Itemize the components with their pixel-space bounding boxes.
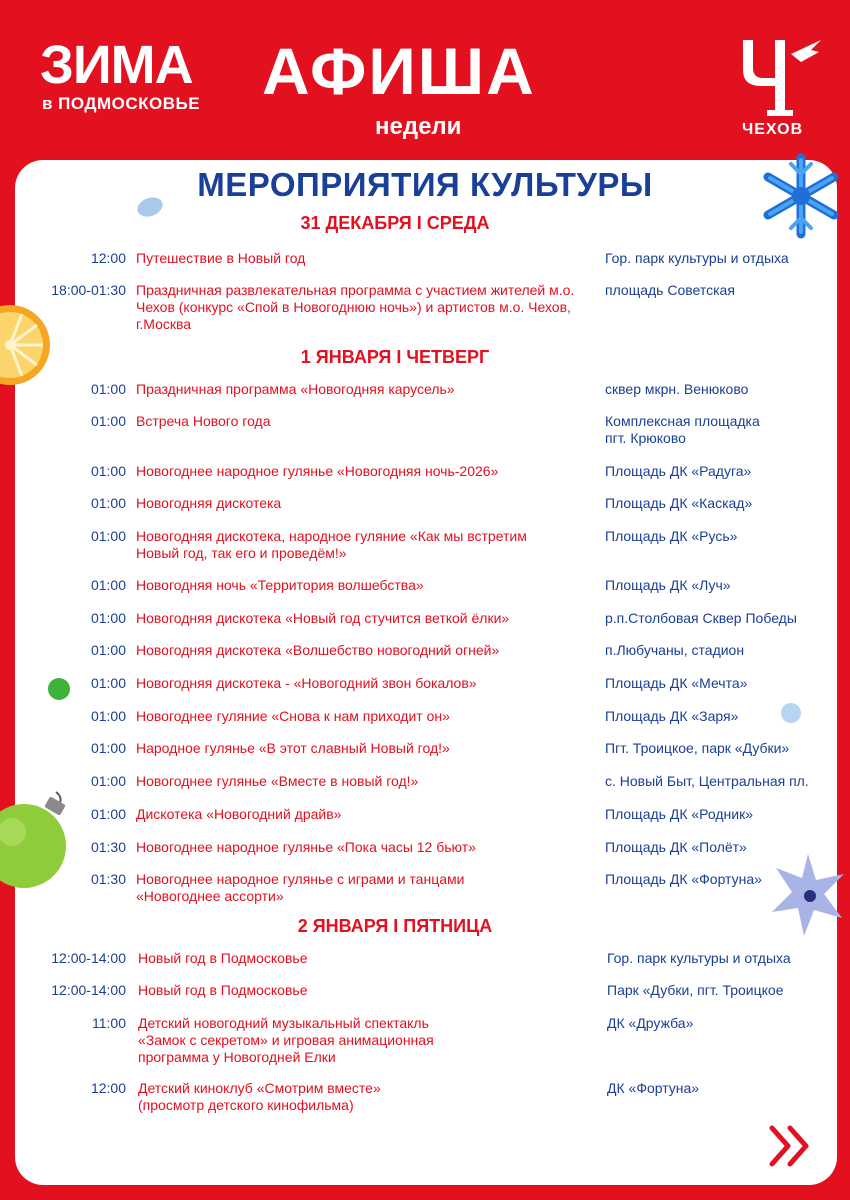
- event-title: Праздничная развлекательная программа с участием жителей м.о. Чехов (конкурс «Спой в Новогоднюю ночь») и артистов м.о. Чехов, г.Москва: [136, 282, 575, 332]
- event-time: 01:30: [90, 871, 126, 887]
- event-place: с. Новый Быт, Центральная пл.: [605, 773, 809, 789]
- event-place: Площадь ДК «Каскад»: [605, 495, 753, 511]
- event-title: Новогодняя ночь «Территория волшебства»: [136, 577, 424, 593]
- day-header: 1 ЯНВАРЯ I ЧЕТВЕРГ: [300, 347, 490, 367]
- event-title: Дискотека «Новогодний драйв»: [136, 806, 342, 822]
- event-place: Гор. парк культуры и отдыха: [605, 250, 789, 266]
- brand-title: ЗИМА: [40, 35, 193, 95]
- event-place: Пгт. Троицкое, парк «Дубки»: [605, 740, 790, 756]
- event-time: 01:00: [90, 708, 126, 724]
- event-time: 11:00: [92, 1015, 126, 1031]
- event-place: площадь Советская: [605, 282, 735, 298]
- event-title: Встреча Нового года: [136, 413, 271, 429]
- event-time: 01:00: [90, 642, 126, 658]
- event-time: 01:30: [90, 839, 126, 855]
- event-place: Площадь ДК «Родник»: [605, 806, 753, 822]
- event-title: Новогоднее гуляние «Снова к нам приходит он»: [136, 708, 450, 724]
- event-title: Новый год в Подмосковье: [138, 982, 308, 998]
- event-time: 01:00: [90, 675, 126, 691]
- event-place: р.п.Столбовая Сквер Победы: [605, 610, 797, 626]
- event-time: 01:00: [90, 381, 126, 397]
- event-title: Новогодняя дискотека, народное гуляние «Как мы встретим Новый год, так его и проведём!»: [136, 528, 527, 561]
- event-title: Новогодняя дискотека - «Новогодний звон бокалов»: [136, 675, 477, 691]
- event-place: Площадь ДК «Фортуна»: [605, 871, 762, 887]
- event-title: Новогоднее народное гулянье «Пока часы 12 бьют»: [136, 839, 476, 855]
- event-time: 12:00-14:00: [51, 950, 126, 966]
- event-time: 12:00: [90, 1080, 126, 1096]
- event-title: Новогодняя дискотека «Волшебство новогодний огней»: [136, 642, 500, 658]
- day-header: 2 ЯНВАРЯ I ПЯТНИЦА: [297, 916, 493, 936]
- event-place: Площадь ДК «Заря»: [605, 708, 739, 724]
- chekhov-logo-icon: [735, 36, 825, 116]
- event-place: Площадь ДК «Радуга»: [605, 463, 752, 479]
- event-place: Площадь ДК «Мечта»: [605, 675, 748, 691]
- event-title: Новогодняя дискотека: [136, 495, 282, 511]
- event-place: Гор. парк культуры и отдыха: [607, 950, 791, 966]
- poster-header: [0, 0, 850, 160]
- event-title: Новогоднее народное гулянье с играми и танцами «Новогоднее ассорти»: [136, 871, 465, 904]
- next-page-icon[interactable]: [768, 1124, 814, 1168]
- event-time: 01:00: [90, 495, 126, 511]
- poster-subtitle: недели: [375, 113, 462, 140]
- event-title: Новогоднее гулянье «Вместе в новый год!»: [136, 773, 419, 789]
- event-place: ДК «Дружба»: [607, 1015, 694, 1031]
- event-time: 01:00: [90, 740, 126, 756]
- event-time: 12:00: [90, 250, 126, 266]
- event-title: Праздничная программа «Новогодняя карусель»: [136, 381, 455, 397]
- section-title: МЕРОПРИЯТИЯ КУЛЬТУРЫ: [197, 166, 653, 203]
- event-time: 01:00: [90, 463, 126, 479]
- event-place: п.Любучаны, стадион: [605, 642, 745, 658]
- event-title: Новогоднее народное гулянье «Новогодняя ночь-2026»: [136, 463, 499, 479]
- event-place: Площадь ДК «Луч»: [605, 577, 731, 593]
- brand-subtitle: в ПОДМОСКОВЬЕ: [42, 94, 201, 113]
- poster-title: АФИША: [262, 34, 536, 108]
- event-time: 01:00: [90, 610, 126, 626]
- event-title: Путешествие в Новый год: [136, 250, 306, 266]
- event-title: Детский новогодний музыкальный спектакль «Замок с секретом» и игровая анимационная программа у Новогодней Елки: [138, 1015, 434, 1065]
- event-title: Новогодняя дискотека «Новый год стучится веткой ёлки»: [136, 610, 510, 626]
- event-title: Детский киноклуб «Смотрим вместе» (просмотр детского кинофильма): [138, 1080, 381, 1113]
- green-dot-icon: [48, 678, 70, 700]
- event-place: Площадь ДК «Русь»: [605, 528, 738, 544]
- event-place: Парк «Дубки, пгт. Троицкое: [607, 982, 784, 998]
- orange-slice-icon: [0, 305, 58, 385]
- event-place: ДК «Фортуна»: [607, 1080, 700, 1096]
- event-place: Комплексная площадка пгт. Крюково: [605, 413, 760, 446]
- city-name: ЧЕХОВ: [742, 121, 804, 138]
- event-time: 01:00: [90, 528, 126, 544]
- event-title: Народное гулянье «В этот славный Новый год!»: [136, 740, 450, 756]
- day-header: 31 ДЕКАБРЯ I СРЕДА: [300, 213, 490, 233]
- event-time: 01:00: [90, 773, 126, 789]
- event-time: 12:00-14:00: [51, 982, 126, 998]
- christmas-ball-icon: [0, 788, 68, 892]
- event-place: Площадь ДК «Полёт»: [605, 839, 747, 855]
- event-title: Новый год в Подмосковье: [138, 950, 308, 966]
- event-place: сквер мкрн. Венюково: [605, 381, 749, 397]
- event-time: 01:00: [90, 577, 126, 593]
- event-time: 01:00: [90, 413, 126, 429]
- event-time: 18:00-01:30: [51, 282, 126, 298]
- event-time: 01:00: [90, 806, 126, 822]
